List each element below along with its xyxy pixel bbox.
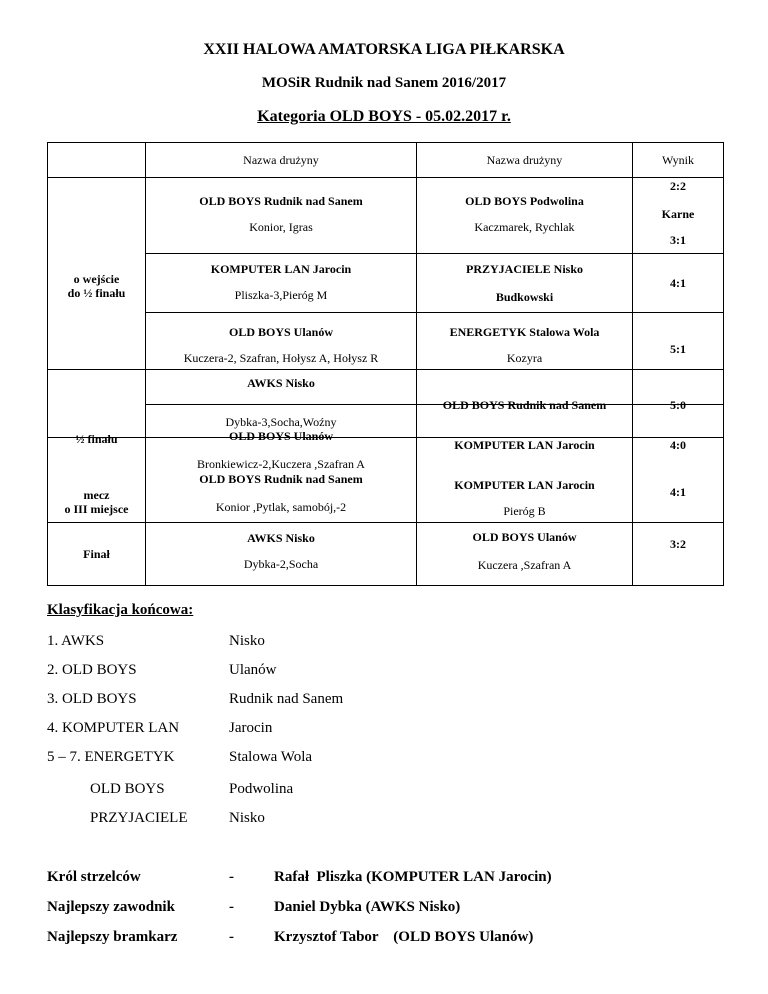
match3-scorers2: Kozyra	[506, 351, 543, 365]
match5-team2: KOMPUTER LAN Jarocin	[454, 438, 595, 452]
section-third-place: mecz o III miejsce	[64, 488, 129, 516]
classification-place-7: Nisko	[229, 810, 265, 826]
match7-score: 3:2	[670, 537, 686, 551]
match4-team2: OLD BOYS Rudnik nad Sanem	[442, 398, 607, 412]
classification-place-4: Jarocin	[229, 720, 273, 736]
match5-team1: OLD BOYS Ulanów	[228, 429, 334, 443]
award-top-scorer-label: Król strzelców	[47, 869, 141, 885]
match1-scorers2: Kaczmarek, Rychlak	[474, 220, 575, 234]
match7-team2: OLD BOYS Ulanów	[472, 530, 577, 544]
match2-team1: KOMPUTER LAN Jarocin	[210, 262, 352, 276]
match5-score: 4:0	[670, 438, 686, 452]
match3-score: 5:1	[670, 342, 686, 356]
section-quarterfinal: o wejście do ½ finału	[67, 272, 126, 300]
match6-scorers1: Konior ,Pytlak, samobój,-2	[215, 500, 347, 514]
category-heading: Kategoria OLD BOYS - 05.02.2017 r.	[257, 108, 511, 125]
match7-scorers2: Kuczera ,Szafran A	[477, 558, 572, 572]
classification-rank-5: 5 – 7. ENERGETYK	[47, 749, 175, 765]
result-column-header: Wynik	[662, 153, 694, 167]
classification-rank-1: 1. AWKS	[47, 633, 105, 649]
classification-place-2: Ulanów	[229, 662, 277, 678]
match2-scorers2: Budkowski	[495, 290, 554, 304]
match3-scorers1: Kuczera-2, Szafran, Hołysz A, Hołysz R	[183, 351, 379, 365]
match6-scorers2: Pieróg B	[503, 504, 546, 518]
classification-rank-2: 2. OLD BOYS	[47, 662, 137, 678]
results-table	[47, 142, 724, 586]
match1-team2: OLD BOYS Podwolina	[465, 194, 584, 208]
match4-scorers1: Dybka-3,Socha,Woźny	[225, 415, 337, 429]
match1-team1: OLD BOYS Rudnik nad Sanem	[199, 194, 363, 208]
document-title: XXII HALOWA AMATORSKA LIGA PIŁKARSKA	[203, 41, 565, 58]
classification-heading: Klasyfikacja końcowa:	[47, 602, 194, 618]
team2-column-header: Nazwa drużyny	[486, 153, 563, 167]
section-semifinal: ½ finału	[75, 432, 118, 446]
classification-place-6: Podwolina	[229, 781, 294, 797]
section-final: Finał	[83, 547, 110, 561]
award-best-player-dash: -	[229, 899, 234, 915]
match3-team2: ENERGETYK Stalowa Wola	[449, 325, 600, 339]
award-best-goalkeeper-label: Najlepszy bramkarz	[47, 929, 178, 945]
award-best-player-value: Daniel Dybka (AWKS Nisko)	[274, 899, 461, 915]
match2-scorers1: Pliszka-3,Pieróg M	[234, 288, 328, 302]
match1-scorers1: Konior, Igras	[249, 220, 313, 234]
classification-place-5: Stalowa Wola	[229, 749, 313, 765]
match1-penalty-label: Karne	[661, 207, 695, 221]
match1-penalty-score: 3:1	[670, 233, 686, 247]
match5-scorers1: Bronkiewicz-2,Kuczera ,Szafran A	[197, 457, 365, 471]
match6-team2: KOMPUTER LAN Jarocin	[454, 478, 595, 492]
match6-score: 4:1	[670, 485, 686, 499]
team1-column-header: Nazwa drużyny	[243, 153, 319, 167]
match3-team1: OLD BOYS Ulanów	[228, 325, 334, 339]
classification-rank-6: OLD BOYS	[90, 781, 165, 797]
award-top-scorer-value: Rafał Pliszka (KOMPUTER LAN Jarocin)	[274, 869, 552, 885]
award-best-goalkeeper-dash: -	[229, 929, 234, 945]
classification-place-3: Rudnik nad Sanem	[229, 691, 344, 707]
document-subtitle: MOSiR Rudnik nad Sanem 2016/2017	[261, 75, 507, 91]
award-best-goalkeeper-value: Krzysztof Tabor (OLD BOYS Ulanów)	[274, 929, 534, 945]
award-top-scorer-dash: -	[229, 869, 234, 885]
award-best-player-label: Najlepszy zawodnik	[47, 899, 175, 915]
match4-team1: AWKS Nisko	[247, 376, 315, 390]
classification-rank-4: 4. KOMPUTER LAN	[47, 720, 180, 736]
match1-score: 2:2	[670, 179, 686, 193]
match4-score: 5:0	[670, 398, 686, 412]
match6-team1: OLD BOYS Rudnik nad Sanem	[199, 472, 363, 486]
match2-score: 4:1	[670, 276, 686, 290]
classification-place-1: Nisko	[229, 633, 265, 649]
match2-team2: PRZYJACIELE Nisko	[465, 262, 584, 276]
match7-team1: AWKS Nisko	[247, 531, 315, 545]
classification-rank-7: PRZYJACIELE	[90, 810, 188, 826]
classification-rank-3: 3. OLD BOYS	[47, 691, 137, 707]
match7-scorers1: Dybka-2,Socha	[243, 557, 319, 571]
